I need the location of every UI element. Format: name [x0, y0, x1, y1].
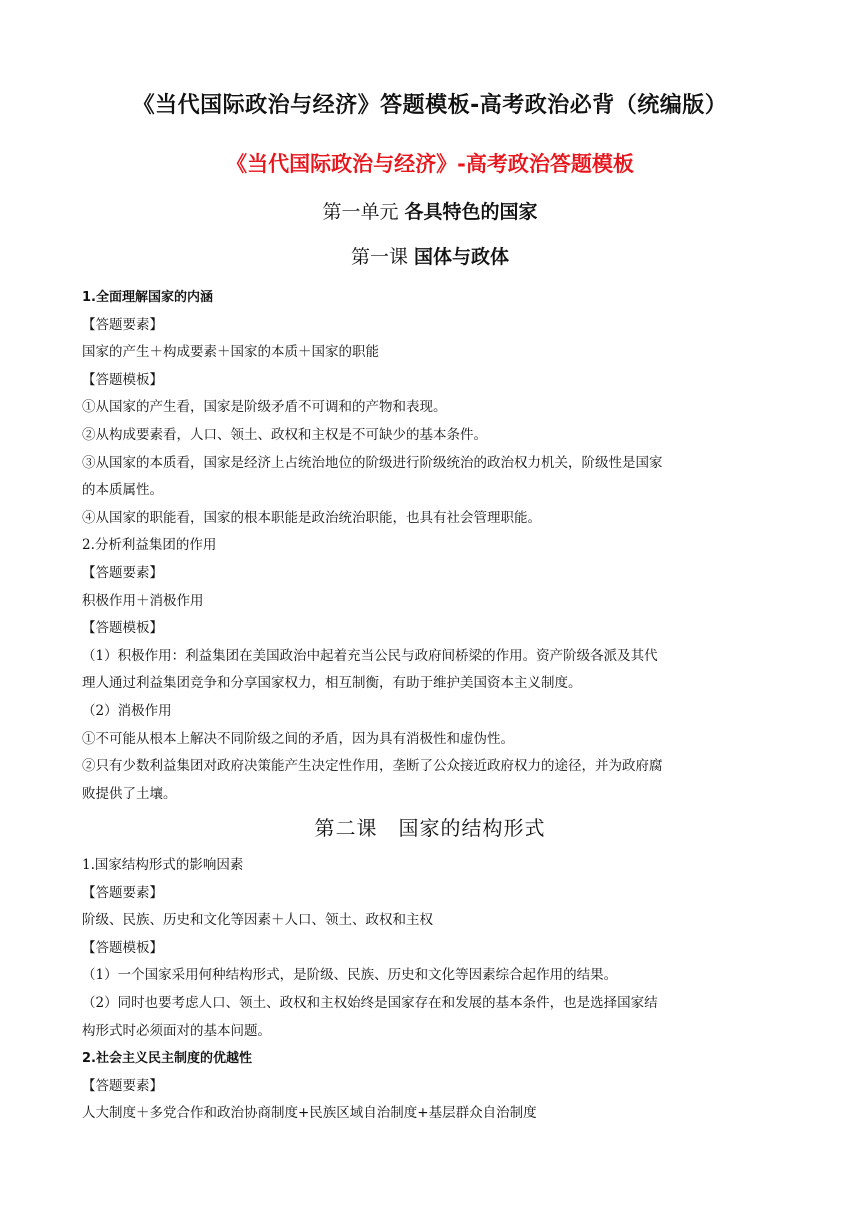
section-title: 1.全面理解国家的内涵	[82, 290, 213, 305]
answer-point: ①从国家的产生看，国家是阶级矛盾不可调和的产物和表现。	[82, 399, 447, 416]
section-title: 2.分析利益集团的作用	[82, 537, 217, 554]
lesson2-content	[82, 852, 782, 1128]
lesson1-content	[82, 284, 782, 808]
template-label: 【答题模板】	[82, 620, 163, 637]
unit-prefix: 第一单元	[322, 201, 399, 223]
lesson1-prefix: 第一课	[350, 246, 408, 268]
answer-point: ③从国家的本质看，国家是经济上占统治地位的阶级进行阶级统治的政治权力机关，阶级性是国家	[82, 454, 663, 471]
template-label: 【答题模板】	[82, 371, 163, 388]
elements-text: 人大制度＋多党合作和政治协商制度+民族区域自治制度+基层群众自治制度	[82, 1105, 537, 1122]
section-title: 2.社会主义民主制度的优越性	[82, 1051, 252, 1067]
answer-point: ②只有少数利益集团对政府决策能产生决定性作用，垄断了公众接近政府权力的途径，并为政府腐	[82, 758, 663, 775]
lesson2-heading: 第二课 国家的结构形式	[314, 816, 546, 840]
answer-point: （2）同时也要考虑人口、领土、政权和主权始终是国家存在和发展的基本条件，也是选择国家结	[82, 994, 658, 1011]
answer-point: 的本质属性。	[82, 482, 163, 499]
elements-text: 积极作用＋消极作用	[82, 592, 204, 609]
answer-point: （1）一个国家采用何种结构形式，是阶级、民族、历史和文化等因素综合起作用的结果。	[82, 967, 618, 984]
answer-point: 败提供了土壤。	[82, 785, 177, 802]
elements-text: 国家的产生＋构成要素＋国家的本质＋国家的职能	[82, 344, 379, 361]
elements-label: 【答题要素】	[82, 564, 163, 581]
answer-point: （1）积极作用：利益集团在美国政治中起着充当公民与政府间桥梁的作用。资产阶级各派及其代	[82, 647, 658, 664]
answer-point: 构形式时必须面对的基本问题。	[82, 1022, 271, 1039]
elements-text: 阶级、民族、历史和文化等因素＋人口、领土、政权和主权	[82, 912, 433, 929]
template-label: 【答题模板】	[82, 939, 163, 956]
answer-point: ①不可能从根本上解决不同阶级之间的矛盾，因为具有消极性和虚伪性。	[82, 730, 514, 747]
unit-heading	[0, 197, 860, 224]
section-title: 1.国家结构形式的影响因素	[82, 857, 244, 873]
document-title: 《当代国际政治与经济》答题模板-高考政治必背（统编版）	[132, 93, 728, 118]
answer-point: （2）消极作用	[82, 702, 172, 719]
lesson1-heading	[0, 242, 860, 269]
lesson1-name: 国体与政体	[414, 246, 510, 268]
answer-point: 理人通过利益集团竞争和分享国家权力，相互制衡，有助于维护美国资本主义制度。	[82, 675, 582, 692]
answer-point: ④从国家的职能看，国家的根本职能是政治统治职能，也具有社会管理职能。	[82, 509, 541, 526]
unit-name: 各具特色的国家	[404, 201, 538, 223]
elements-label: 【答题要素】	[82, 1077, 163, 1094]
elements-label: 【答题要素】	[82, 884, 163, 901]
answer-point: ②从构成要素看，人口、领土、政权和主权是不可缺少的基本条件。	[82, 426, 487, 443]
elements-label: 【答题要素】	[82, 316, 163, 333]
subtitle-red: 《当代国际政治与经济》-高考政治答题模板	[226, 152, 634, 176]
